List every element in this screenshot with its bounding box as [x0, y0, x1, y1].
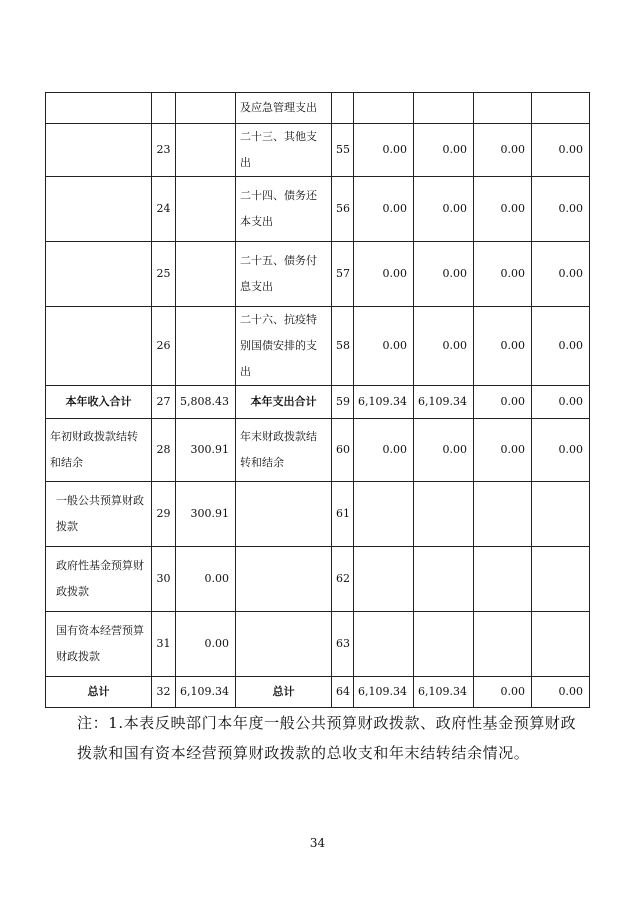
gov-fund-amount: [474, 547, 532, 612]
table-note: 注：1.本表反映部门本年度一般公共预算财政拨款、政府性基金预算财政拨款和国有资本经营预算财政拨款的总收支和年末结转结余情况。: [77, 714, 577, 762]
total-amount: 0.00: [354, 124, 414, 177]
total-amount: [354, 612, 414, 677]
income-amount: 5,808.43: [176, 386, 236, 419]
gov-fund-amount: 0.00: [474, 419, 532, 482]
income-item: [46, 242, 152, 307]
page-number: 34: [309, 836, 326, 850]
table-row: [46, 177, 590, 242]
table-row: [46, 482, 590, 547]
expense-total-label: 本年支出合计: [236, 386, 332, 419]
state-capital-amount: 0.00: [532, 124, 590, 177]
income-amount: 300.91: [176, 419, 236, 482]
gov-fund-amount: 0.00: [474, 677, 532, 708]
income-grand-total-label: 总计: [46, 677, 152, 708]
income-amount: [176, 93, 236, 124]
expense-line-number: [332, 93, 354, 124]
income-item: 一般公共预算财政拨款: [46, 482, 152, 547]
expense-line-number: 61: [332, 482, 354, 547]
state-capital-amount: 0.00: [532, 677, 590, 708]
line-number: 27: [152, 386, 176, 419]
total-amount: 0.00: [354, 177, 414, 242]
expense-item: 二十五、债务付息支出: [236, 242, 332, 307]
total-amount: 6,109.34: [354, 386, 414, 419]
general-budget-amount: [414, 612, 474, 677]
expense-line-number: 60: [332, 419, 354, 482]
general-budget-amount: 0.00: [414, 124, 474, 177]
general-budget-amount: 0.00: [414, 242, 474, 307]
total-amount: 6,109.34: [354, 677, 414, 708]
state-capital-amount: 0.00: [532, 386, 590, 419]
income-item: [46, 93, 152, 124]
line-number: 26: [152, 307, 176, 386]
income-amount: 0.00: [176, 612, 236, 677]
line-number: 24: [152, 177, 176, 242]
state-capital-amount: 0.00: [532, 419, 590, 482]
expense-item: [236, 482, 332, 547]
total-amount: [354, 93, 414, 124]
line-number: 31: [152, 612, 176, 677]
budget-table: [45, 92, 590, 708]
state-capital-amount: 0.00: [532, 177, 590, 242]
income-amount: [176, 242, 236, 307]
expense-line-number: 62: [332, 547, 354, 612]
income-amount: 0.00: [176, 547, 236, 612]
expense-line-number: 57: [332, 242, 354, 307]
line-number: 29: [152, 482, 176, 547]
income-amount: [176, 124, 236, 177]
state-capital-amount: [532, 547, 590, 612]
state-capital-amount: 0.00: [532, 242, 590, 307]
expense-grand-total-label: 总计: [236, 677, 332, 708]
income-amount: [176, 307, 236, 386]
general-budget-amount: 6,109.34: [414, 386, 474, 419]
gov-fund-amount: 0.00: [474, 124, 532, 177]
line-number: 32: [152, 677, 176, 708]
expense-item: 二十三、其他支出: [236, 124, 332, 177]
expense-item: 及应急管理支出: [236, 93, 332, 124]
line-number: 23: [152, 124, 176, 177]
expense-item: [236, 547, 332, 612]
total-amount: [354, 547, 414, 612]
state-capital-amount: [532, 482, 590, 547]
table-row: [46, 307, 590, 386]
gov-fund-amount: 0.00: [474, 307, 532, 386]
income-item: [46, 124, 152, 177]
table-row: [46, 93, 590, 124]
expense-line-number: 58: [332, 307, 354, 386]
table-row: [46, 386, 590, 419]
income-amount: [176, 177, 236, 242]
table-row: [46, 124, 590, 177]
expense-item: 年末财政拨款结转和结余: [236, 419, 332, 482]
total-amount: 0.00: [354, 419, 414, 482]
expense-item: 二十四、债务还本支出: [236, 177, 332, 242]
table-row: [46, 612, 590, 677]
income-total-label: 本年收入合计: [46, 386, 152, 419]
general-budget-amount: 0.00: [414, 419, 474, 482]
expense-line-number: 59: [332, 386, 354, 419]
state-capital-amount: [532, 612, 590, 677]
general-budget-amount: [414, 547, 474, 612]
expense-line-number: 56: [332, 177, 354, 242]
gov-fund-amount: [474, 612, 532, 677]
total-amount: [354, 482, 414, 547]
line-number: 30: [152, 547, 176, 612]
expense-item: 二十六、抗疫特别国债安排的支出: [236, 307, 332, 386]
income-item: 国有资本经营预算财政拨款: [46, 612, 152, 677]
table-row: [46, 419, 590, 482]
table-row: [46, 677, 590, 708]
income-amount: 300.91: [176, 482, 236, 547]
general-budget-amount: 0.00: [414, 177, 474, 242]
state-capital-amount: 0.00: [532, 307, 590, 386]
line-number: 28: [152, 419, 176, 482]
expense-line-number: 55: [332, 124, 354, 177]
gov-fund-amount: 0.00: [474, 177, 532, 242]
income-amount: 6,109.34: [176, 677, 236, 708]
general-budget-amount: [414, 93, 474, 124]
line-number: 25: [152, 242, 176, 307]
gov-fund-amount: [474, 93, 532, 124]
general-budget-amount: 6,109.34: [414, 677, 474, 708]
income-item: [46, 177, 152, 242]
total-amount: 0.00: [354, 307, 414, 386]
table-row: [46, 547, 590, 612]
table-row: [46, 242, 590, 307]
income-item: 年初财政拨款结转和结余: [46, 419, 152, 482]
gov-fund-amount: 0.00: [474, 386, 532, 419]
income-item: 政府性基金预算财政拨款: [46, 547, 152, 612]
gov-fund-amount: 0.00: [474, 242, 532, 307]
general-budget-amount: 0.00: [414, 307, 474, 386]
line-number: [152, 93, 176, 124]
expense-item: [236, 612, 332, 677]
expense-line-number: 63: [332, 612, 354, 677]
state-capital-amount: [532, 93, 590, 124]
income-item: [46, 307, 152, 386]
total-amount: 0.00: [354, 242, 414, 307]
gov-fund-amount: [474, 482, 532, 547]
general-budget-amount: [414, 482, 474, 547]
expense-line-number: 64: [332, 677, 354, 708]
